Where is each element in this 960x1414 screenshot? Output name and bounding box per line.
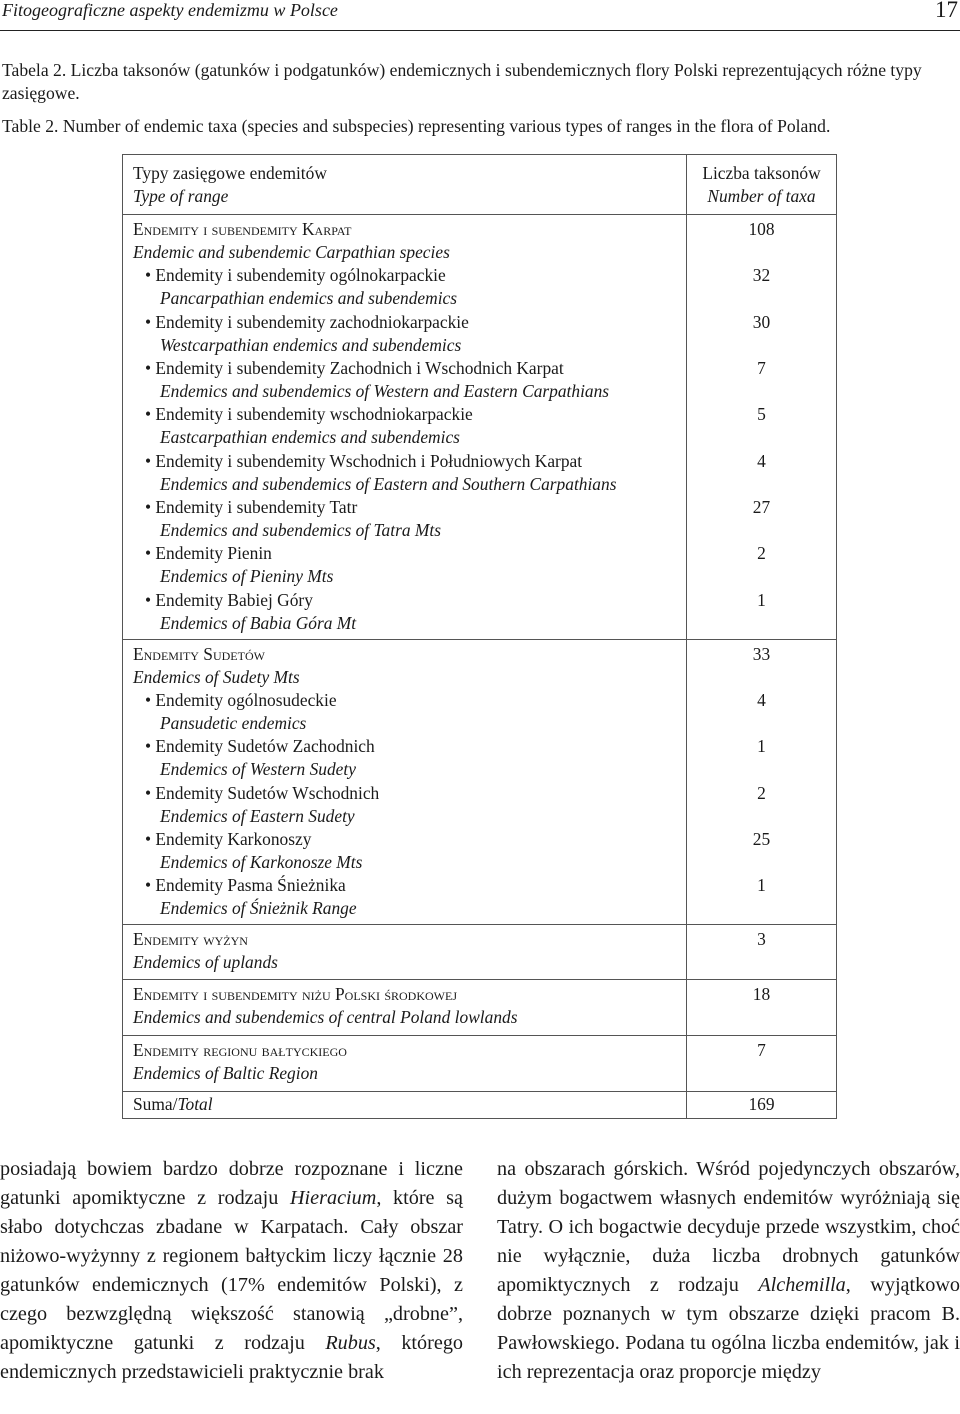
item-en: Endemics and subendemics of Western and Eastern Carpathians — [160, 381, 610, 401]
body-text: , którego endemicznych przedstawicieli praktycznie brak — [0, 1332, 464, 1383]
item-en: Endemics of Eastern Sudety — [160, 806, 355, 826]
item-count: 7 — [757, 358, 766, 378]
running-header — [0, 0, 960, 24]
row-divider — [122, 639, 837, 640]
row-divider — [122, 1035, 837, 1036]
page-number: 17 — [935, 0, 958, 22]
item-pl: • Endemity Karkonoszy — [145, 829, 312, 849]
item-pl: • Endemity Sudetów Zachodnich — [145, 736, 375, 756]
body-column-left — [0, 1155, 463, 1387]
item-en: Pancarpathian endemics and subendemics — [160, 288, 458, 308]
item-pl: • Endemity Pienin — [145, 543, 272, 563]
genus-name: Hieracium — [289, 1187, 377, 1209]
item-count: 4 — [757, 451, 766, 471]
header-range-en: Type of range — [133, 186, 229, 206]
item-pl: • Endemity ogólnosudeckie — [145, 690, 337, 710]
item-pl: • Endemity i subendemity zachodniokarpackie — [145, 312, 469, 332]
item-en: Endemics of Śnieżnik Range — [160, 898, 357, 918]
group-title-en: Endemics of uplands — [133, 952, 278, 972]
column-divider — [686, 154, 687, 1119]
item-count: 2 — [757, 543, 766, 563]
body-text: posiadają bowiem bardzo dobrze rozpoznane i liczne gatunki apomiktyczne z rodzaju — [0, 1158, 463, 1209]
header-count-en: Number of taxa — [707, 186, 816, 206]
body-text: na obszarach górskich. Wśród pojedynczych obszarów, dużym bogactwem własnych endemitów wyróżniają się Tatry. O ich bogactwie decyduje przede wszystkim, choć nie wyłącznie, duża liczba drobnych gatunków apomiktycznych z rodzaju — [497, 1158, 960, 1296]
item-en: Endemics of Babia Góra Mt — [160, 613, 357, 633]
header-range-pl: Typy zasięgowe endemitów — [133, 163, 327, 183]
row-divider — [122, 979, 837, 980]
item-en: Westcarpathian endemics and subendemics — [160, 335, 462, 355]
body-paragraph — [497, 1155, 960, 1387]
group-count: 108 — [748, 219, 775, 239]
group-title-en: Endemic and subendemic Carpathian species — [133, 242, 450, 262]
group-count: 33 — [752, 644, 771, 664]
item-count: 1 — [757, 875, 766, 895]
header-rule — [0, 30, 960, 31]
row-divider — [122, 1091, 837, 1092]
group-title-pl: Endemity regionu bałtyckiego — [133, 1040, 347, 1060]
item-pl: • Endemity i subendemity wschodniokarpackie — [145, 404, 473, 424]
item-en: Endemics of Pieniny Mts — [160, 566, 334, 586]
header-divider — [122, 214, 837, 215]
body-text: , wyjątkowo dobrze poznanych w tym obszarze dzięki pracom B. Pawłowskiego. Podana tu ogólna liczba endemitów, jak i ich reprezentacja oraz proporcje między — [497, 1274, 960, 1383]
body-column-right — [497, 1155, 960, 1387]
group-count: 3 — [757, 929, 766, 949]
group-title-pl: Endemity Sudetów — [133, 644, 265, 664]
item-pl: • Endemity Babiej Góry — [145, 590, 313, 610]
body-paragraph — [0, 1155, 463, 1387]
row-divider — [122, 924, 837, 925]
total-count: 169 — [748, 1094, 775, 1114]
item-count: 1 — [757, 736, 766, 756]
item-count: 2 — [757, 783, 766, 803]
group-count: 7 — [757, 1040, 766, 1060]
genus-name: Rubus — [325, 1332, 376, 1354]
genus-name: Alchemilla — [758, 1274, 846, 1296]
total-label-en: Total — [177, 1094, 213, 1114]
total-label-pl: Suma/ — [133, 1094, 178, 1114]
running-title: Fitogeograficzne aspekty endemizmu w Polsce — [2, 0, 338, 20]
item-pl: • Endemity i subendemity Tatr — [145, 497, 358, 517]
group-title-pl: Endemity wyżyn — [133, 929, 248, 949]
group-title-en: Endemics of Baltic Region — [133, 1063, 318, 1083]
item-en: Endemics and subendemics of Tatra Mts — [160, 520, 441, 540]
body-text: , które są słabo dotychczas zbadane w Karpatach. Cały obszar niżowo-wyżynny z regionem bałtyckim liczy łącznie 28 gatunków endemicznych (17% endemitów Polski), z czego bezwzględną większość stanowią „drobne”, apomiktyczne gatunki z rodzaju — [0, 1187, 463, 1354]
group-title-en: Endemics of Sudety Mts — [133, 667, 300, 687]
item-pl: • Endemity Pasma Śnieżnika — [145, 875, 346, 895]
item-count: 25 — [752, 829, 771, 849]
header-count-pl: Liczba taksonów — [702, 163, 821, 183]
item-en: Endemics and subendemics of Eastern and Southern Carpathians — [160, 474, 617, 494]
item-count: 1 — [757, 590, 766, 610]
item-count: 5 — [757, 404, 766, 424]
item-count: 30 — [752, 312, 771, 332]
item-en: Pansudetic endemics — [160, 713, 307, 733]
total-label — [133, 1093, 213, 1116]
item-count: 27 — [752, 497, 771, 517]
group-title-pl: Endemity i subendemity Karpat — [133, 219, 352, 239]
item-pl: • Endemity i subendemity Zachodnich i Wschodnich Karpat — [145, 358, 564, 378]
item-en: Eastcarpathian endemics and subendemics — [160, 427, 460, 447]
table-caption-polish: Tabela 2. Liczba taksonów (gatunków i podgatunków) endemicznych i subendemicznych flory Polski reprezentujących różne typy zasięgowe. — [2, 60, 922, 103]
item-en: Endemics of Western Sudety — [160, 759, 356, 779]
group-title-en: Endemics and subendemics of central Poland lowlands — [133, 1007, 518, 1027]
group-title-pl: Endemity i subendemity niżu Polski środkowej — [133, 984, 458, 1004]
item-pl: • Endemity i subendemity ogólnokarpackie — [145, 265, 446, 285]
table-caption-english: Table 2. Number of endemic taxa (species and subspecies) representing various types of ranges in the flora of Poland. — [2, 116, 831, 136]
item-en: Endemics of Karkonosze Mts — [160, 852, 363, 872]
group-count: 18 — [752, 984, 771, 1004]
item-count: 4 — [757, 690, 766, 710]
item-pl: • Endemity i subendemity Wschodnich i Południowych Karpat — [145, 451, 583, 471]
item-count: 32 — [752, 265, 771, 285]
item-pl: • Endemity Sudetów Wschodnich — [145, 783, 380, 803]
